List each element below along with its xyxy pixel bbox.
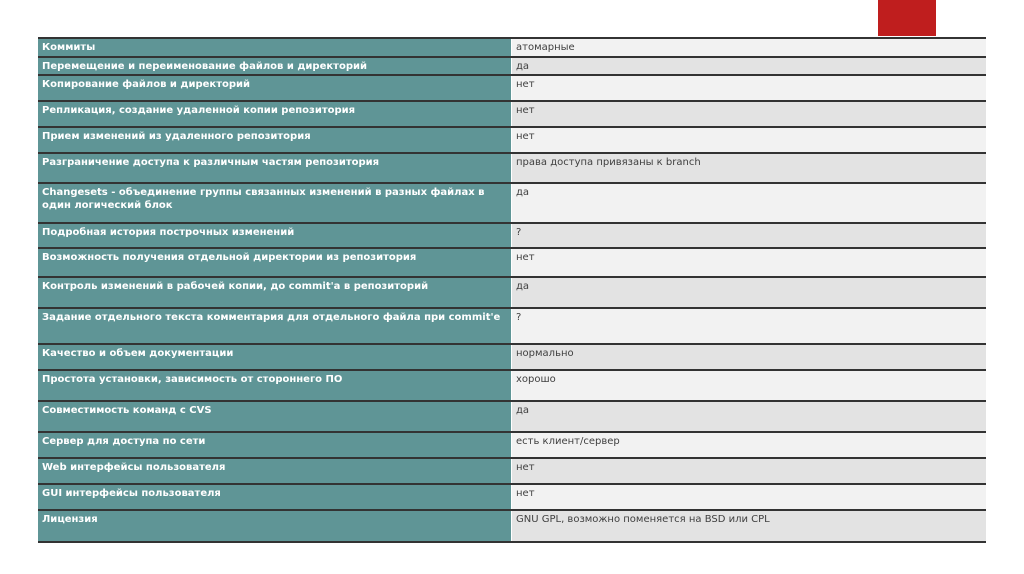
table-row	[38, 184, 986, 224]
table-row	[38, 224, 986, 249]
row-value: GNU GPL, возможно поменяется на BSD или CPL	[512, 511, 986, 541]
row-value: ?	[512, 309, 986, 343]
row-label: Возможность получения отдельной директории из репозитория	[38, 249, 512, 276]
row-label: Коммиты	[38, 39, 512, 56]
row-value: нет	[512, 249, 986, 276]
row-label: Задание отдельного текста комментария для отдельного файла при commit'е	[38, 309, 512, 343]
table-row	[38, 102, 986, 128]
table-row	[38, 76, 986, 102]
table-row	[38, 278, 986, 309]
row-label: Репликация, создание удаленной копии репозитория	[38, 102, 512, 126]
row-label: Качество и объем документации	[38, 345, 512, 369]
row-label: Changesets - объединение группы связанных изменений в разных файлах в один логический блок	[38, 184, 512, 222]
table-row	[38, 459, 986, 485]
table-row	[38, 309, 986, 345]
table-row	[38, 485, 986, 511]
comparison-table	[38, 37, 986, 543]
row-label: Сервер для доступа по сети	[38, 433, 512, 457]
row-label: Совместимость команд с CVS	[38, 402, 512, 431]
table-row	[38, 128, 986, 154]
row-value: хорошо	[512, 371, 986, 400]
table-row	[38, 433, 986, 459]
row-value: да	[512, 402, 986, 431]
row-value: да	[512, 58, 986, 74]
row-value: атомарные	[512, 39, 986, 56]
table-row	[38, 154, 986, 184]
table-row	[38, 402, 986, 433]
row-value: нет	[512, 102, 986, 126]
table-row	[38, 58, 986, 76]
row-value: есть клиент/сервер	[512, 433, 986, 457]
row-value: права доступа привязаны к branch	[512, 154, 986, 182]
row-label: Копирование файлов и директорий	[38, 76, 512, 100]
row-label: Перемещение и переименование файлов и директорий	[38, 58, 512, 74]
table-row	[38, 371, 986, 402]
row-value: нормально	[512, 345, 986, 369]
table-row	[38, 249, 986, 278]
row-label: Лицензия	[38, 511, 512, 541]
row-label: Контроль изменений в рабочей копии, до commit'а в репозиторий	[38, 278, 512, 307]
row-value: нет	[512, 76, 986, 100]
row-value: нет	[512, 128, 986, 152]
row-label: Подробная история построчных изменений	[38, 224, 512, 247]
row-label: Прием изменений из удаленного репозитория	[38, 128, 512, 152]
row-value: ?	[512, 224, 986, 247]
row-value: да	[512, 278, 986, 307]
row-value: нет	[512, 485, 986, 509]
row-label: Простота установки, зависимость от стороннего ПО	[38, 371, 512, 400]
table-row	[38, 511, 986, 543]
table-row	[38, 39, 986, 58]
table-row	[38, 345, 986, 371]
row-label: Разграничение доступа к различным частям репозитория	[38, 154, 512, 182]
row-label: GUI интерфейсы пользователя	[38, 485, 512, 509]
accent-bar	[878, 0, 936, 36]
row-label: Web интерфейсы пользователя	[38, 459, 512, 483]
row-value: да	[512, 184, 986, 222]
row-value: нет	[512, 459, 986, 483]
